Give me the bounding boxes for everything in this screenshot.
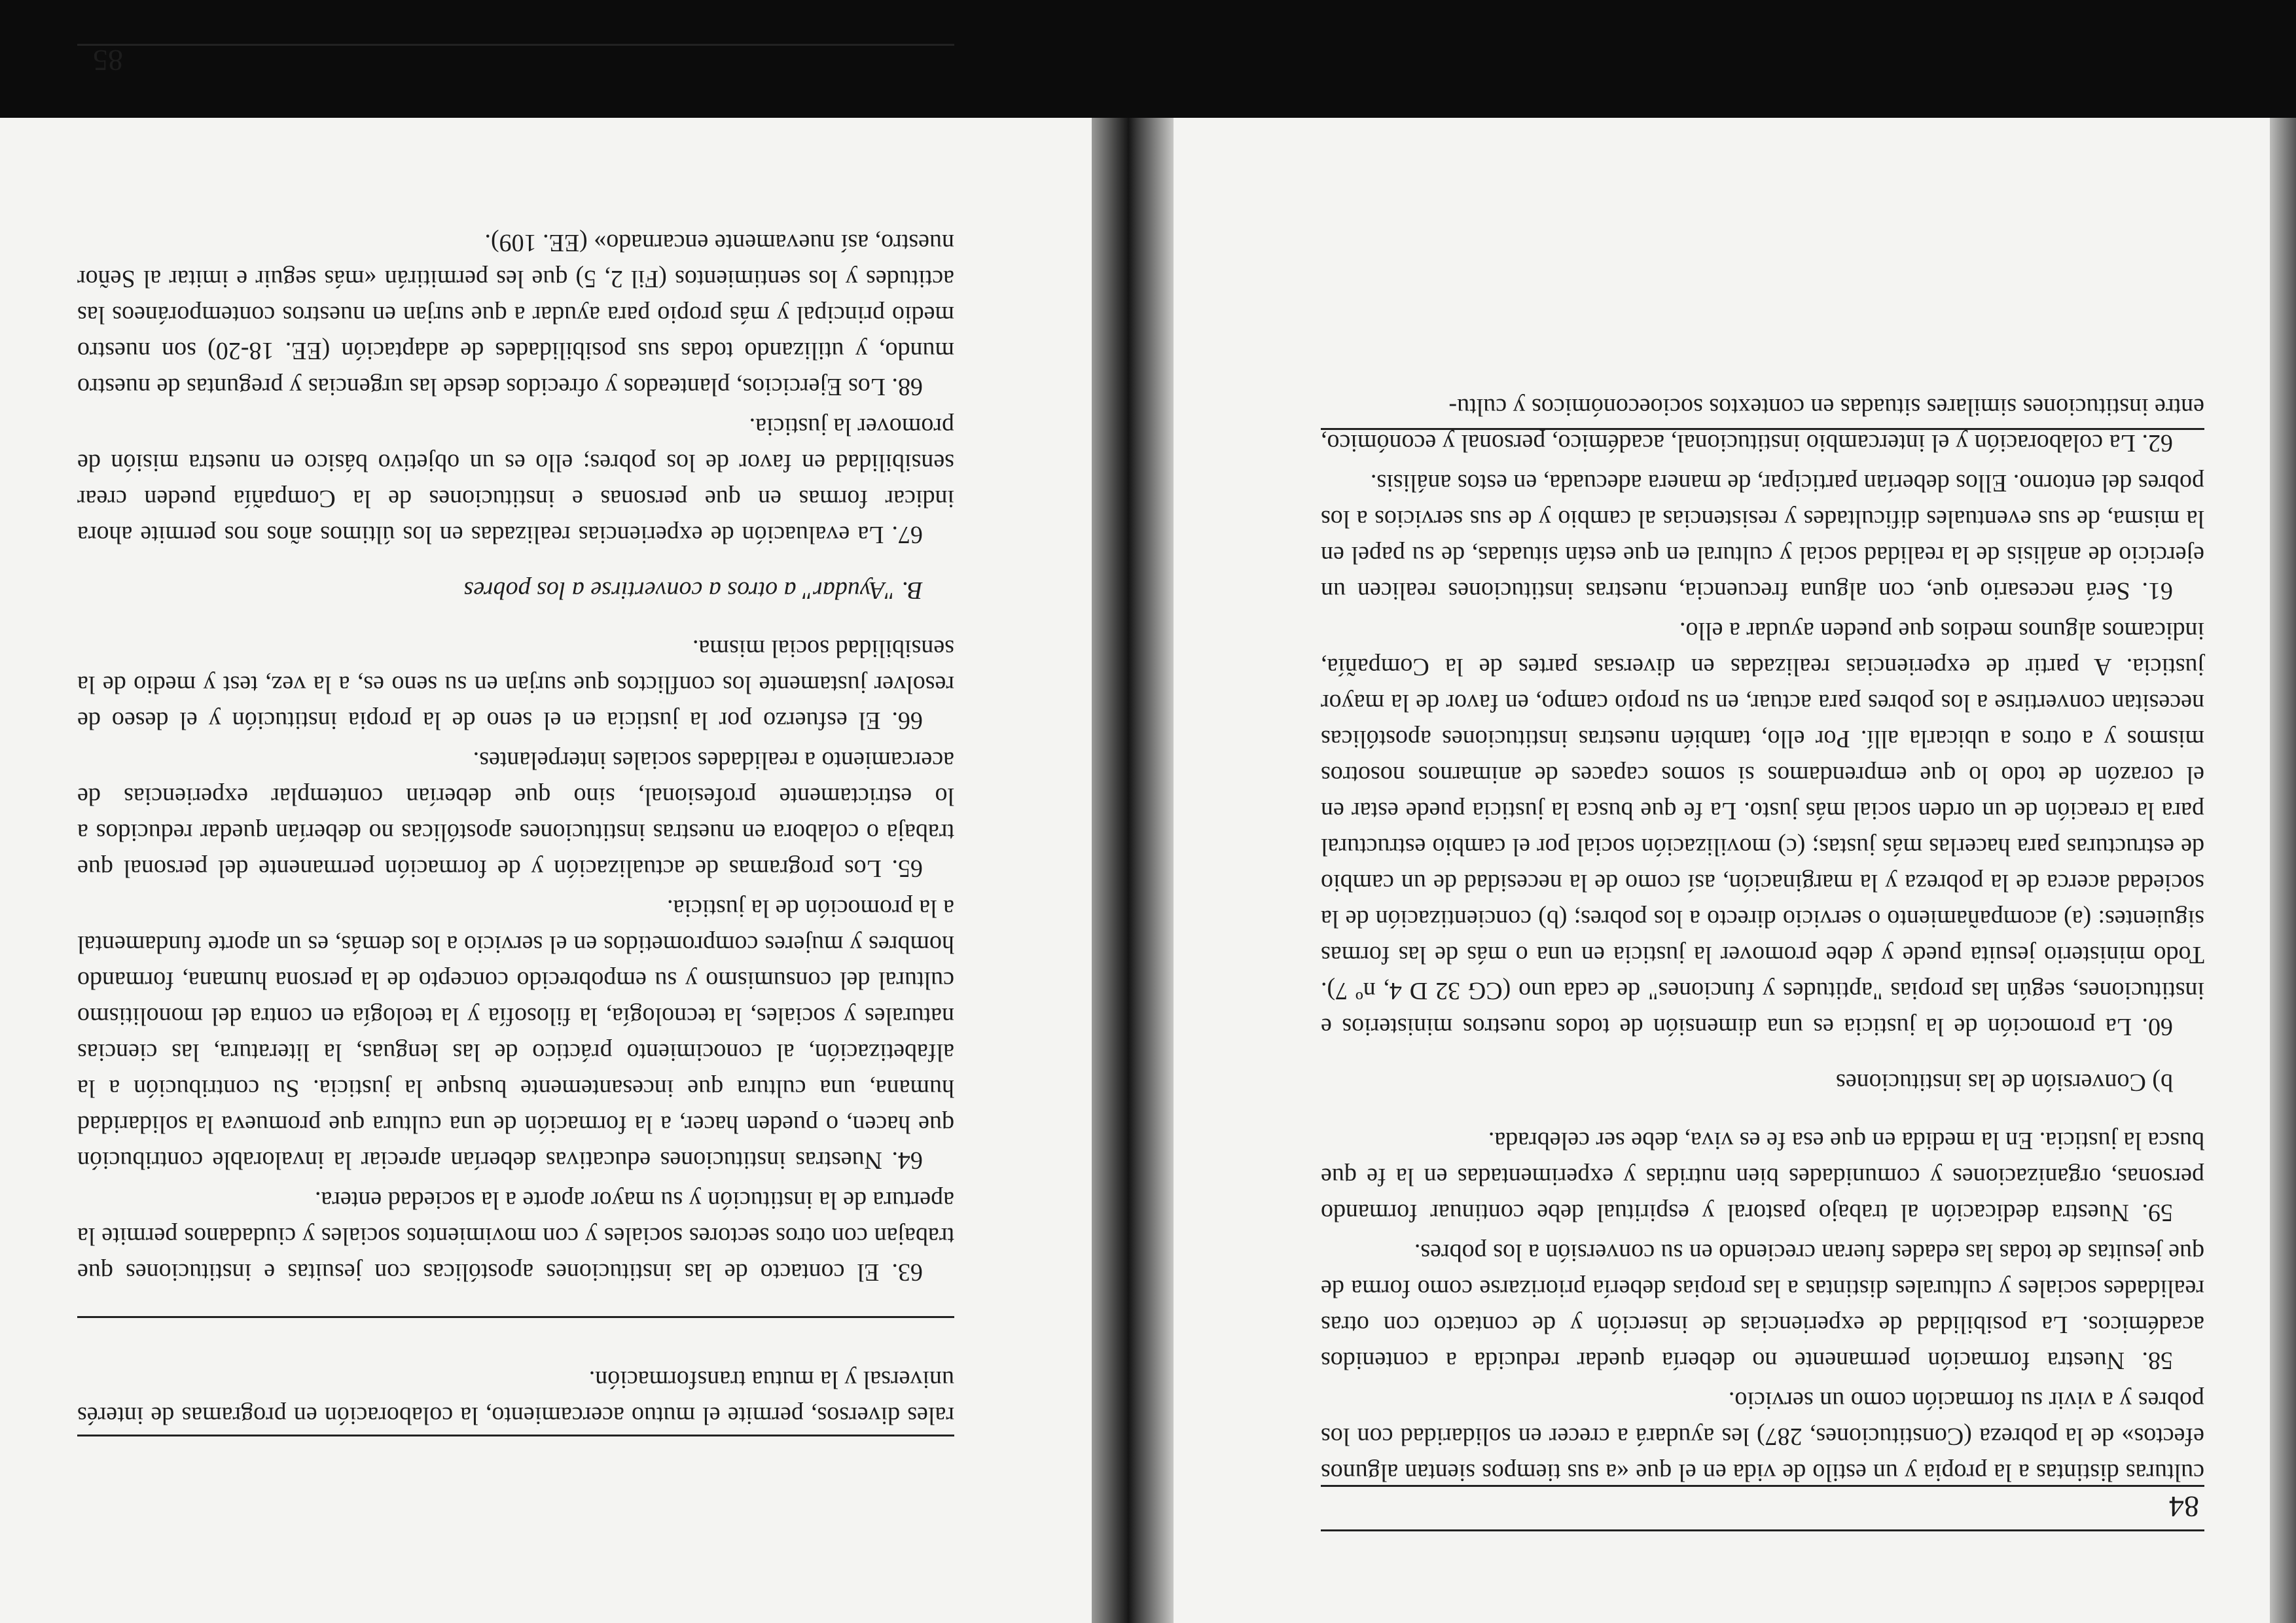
page-number: 84 bbox=[2169, 1490, 2199, 1524]
book-page-85 bbox=[0, 44, 1092, 1623]
paragraph-58: 58. Nuestra formación permanente no debería quedar reducida a contenidos académicos. La posibilidad de experiencias de inserción y de contacto con otras realidades sociales y culturales distintas a las propias debería priorizarse como forma de que jesuitas de todas las edades fueran creciendo en su conversión a los pobres. bbox=[1321, 1239, 2204, 1374]
page-85-text bbox=[77, 221, 954, 1433]
paragraph-67: 67. La evaluación de experiencias realizadas en los últimos años nos permite ahora indicar formas en que personas e instituciones de la Compañía pueden crear sensibilidad en favor de los pobres; ello es un objetivo básico en nuestra misión de promover la justicia. bbox=[77, 413, 954, 548]
section-divider bbox=[77, 1316, 954, 1357]
book-gutter bbox=[1092, 118, 1174, 1623]
page-84-text bbox=[1321, 385, 2204, 1490]
page-number: 85 bbox=[93, 44, 123, 77]
header-rule bbox=[1321, 1529, 2204, 1531]
header-rule bbox=[77, 1435, 954, 1436]
book-page-84 bbox=[1174, 118, 2296, 1623]
page-edge-shadow bbox=[2270, 118, 2296, 1623]
paragraph-59: 59. Nuestra dedicación al trabajo pastoral y espiritual debe continuar formando personas, organizaciones y comunidades bien nutridas y experimentadas en la fe que busca la justicia. En la medida en que esa fe es viva, debe ser celebrada. bbox=[1321, 1127, 2204, 1226]
section-heading-B: B. "Ayudar" a otros a convertirse a los pobres bbox=[463, 577, 923, 604]
paragraph-68: 68. Los Ejercicios, planteados y ofrecidos desde las urgencias y preguntas de nuestro mundo, y utilizando todas sus posibilidades de adaptación (EE. 18-20) son nuestro medio principal y más propio para ayudar a que surjan en nuestros contemporáneos las actitudes y los sentimientos (Fil 2, 5) que les permitirán «más seguir e imitar al Señor nuestro, así nuevamente encarnado» (EE. 109). bbox=[77, 229, 954, 401]
paragraph-65: 65. Los programas de actualización y de formación permanente del personal que trabaja o colabora en nuestras instituciones apostólicas no deberían quedar reducidos a lo estrictamente profesional, sino que deberían contemplar experiencias de acercamiento a realidades sociales interpelantes. bbox=[77, 747, 954, 882]
paragraph-61: 61. Será necesario que, con alguna frecuencia, nuestras instituciones realicen un ejercicio de análisis de la realidad social y cultural en que están situadas, de su papel en la misma, de sus eventuales dificultades y resistencias al cambio y de sus servicios a los pobres del entorno. Ellos deberían participar, de manera adecuada, en estos análisis. bbox=[1321, 469, 2204, 605]
paragraph-63: 63. El contacto de las instituciones apostólicas con jesuitas e instituciones que trabajan con otros sectores sociales y con movimientos sociales y ciudadanos permite la apertura de la institución y su mayor aporte a la sociedad entera. bbox=[77, 1186, 954, 1286]
paragraph-62: 62. La colaboración y el intercambio institucional, académico, personal y económico, entre instituciones similares situadas en contextos socioeconómicos y cultu- bbox=[1321, 393, 2204, 457]
paragraph-58-continued: culturas distintas a la propia y un estilo de vida en el que «a sus tiempos sientan algunos efectos» de la pobreza (Constituciones, 287) les ayudará a crecer en solidaridad con los pobres y a vivir su formación como un servicio. bbox=[1321, 1387, 2204, 1486]
paragraph-60: 60. La promoción de la justicia es una dimensión de todos nuestros ministerios e instituciones, según las propias "aptitudes y funciones" de cada uno (CG 32 D 4, nº 7). Todo ministerio jesuita puede y debe promover la justicia en una o más de las formas siguientes: (a) acompañamiento o servicio directo a los pobres; (b) concientización de la sociedad acerca de la pobreza y la marginación, así como de la necesidad de un cambio de estructuras para hacerlas más justas; (c) movilización social por el cambio estructural para la creación de un orden social más justo. La fe que busca la justicia puede estar en el corazón de todo lo que emprendamos si somos capaces de animarnos nosotros mismos y a otros a ubicarla allí. Por ello, también nuestras instituciones apostólicas necesitan convertirse a los pobres para actuar, en su propio campo, en favor de la mayor justicia. A partir de experiencias realizadas en diversas partes de la Compañía, indicamos algunos medios que pueden ayudar a ello. bbox=[1321, 617, 2204, 1041]
paragraph-64: 64. Nuestras instituciones educativas deberían apreciar la invalorable contribución que hacen, o pueden hacer, a la formación de una cultura que promueva la solidaridad humana, una cultura que incesantemente busque la justicia. Su contribución a la alfabetización, al conocimiento práctico de las lenguas, la literatura, las ciencias naturales y sociales, la tecnología, la filosofía y la teología en contra del monolitismo cultural del consumismo y su empobrecido concepto de la persona humana, formando hombres y mujeres comprometidos en el servicio a los demás, es un aporte fundamental a la promoción de la justicia. bbox=[77, 895, 954, 1174]
section-heading-b: b) Conversión de las instituciones bbox=[1835, 1069, 2173, 1096]
paragraph-66: 66. El esfuerzo por la justicia en el seno de la propia institución y el deseo de resolver justamente los conflictos que surjan en su seno es, a la vez, test y medio de la sensibilidad social misma. bbox=[77, 635, 954, 734]
paragraph-62-continued: rales diversos, permite el mutuo acercamiento, la colaboración en programas de interés universal y la mutua transformación. bbox=[77, 1366, 954, 1429]
header-rule bbox=[77, 44, 954, 46]
